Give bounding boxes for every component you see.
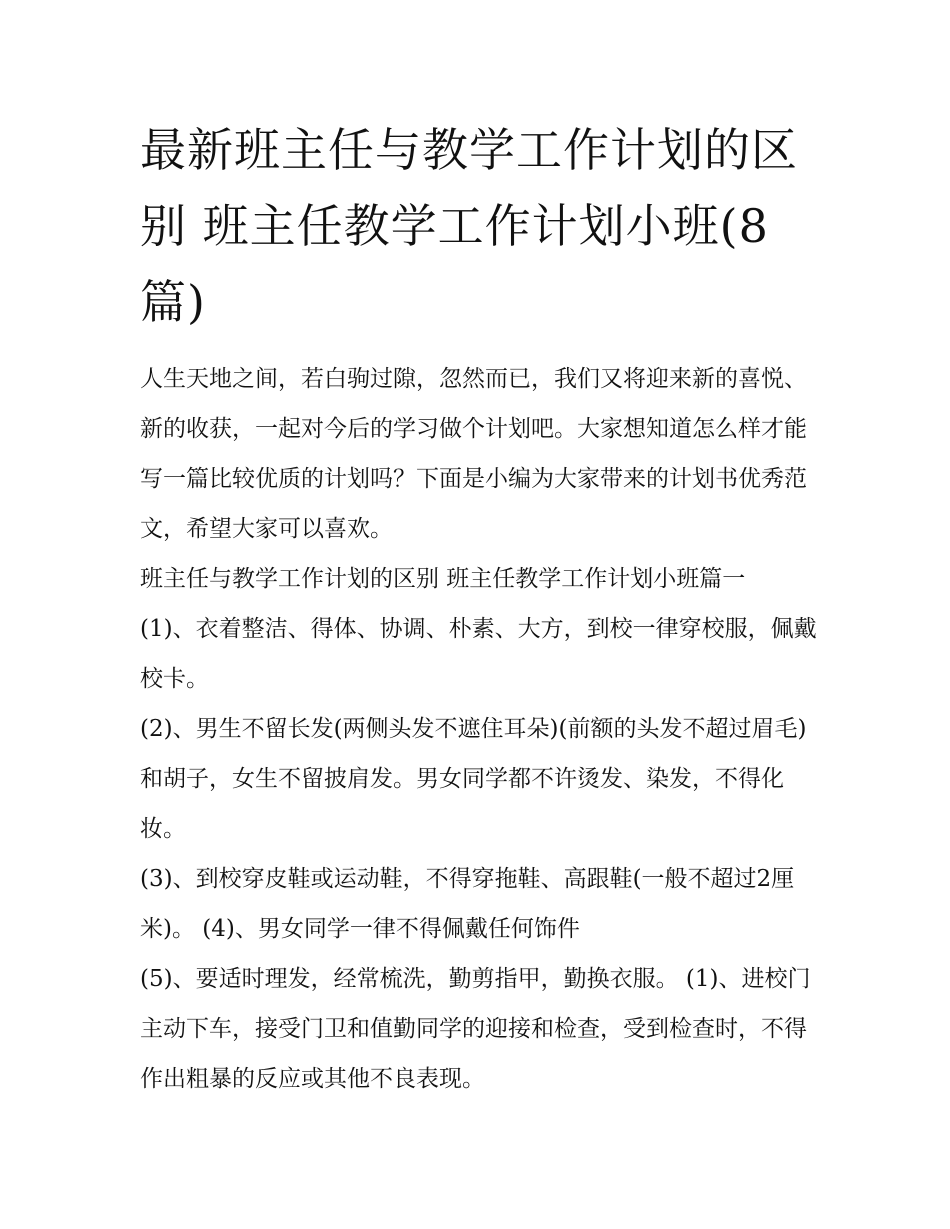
document-title: 最新班主任与教学工作计划的区别 班主任教学工作计划小班(8篇) bbox=[140, 123, 798, 329]
document-page bbox=[140, 112, 820, 1104]
rule-item-5: (5)、要适时理发，经常梳洗，勤剪指甲，勤换衣服。 (1)、进校门主动下车，接受门卫和值勤同学的迎接和检查，受到检查时，不得作出粗暴的反应或其他不良表现。 bbox=[140, 966, 811, 1092]
rule-item-1: (1)、衣着整洁、得体、协调、朴素、大方，到校一律穿校服，佩戴校卡。 bbox=[140, 616, 817, 692]
section-heading: 班主任与教学工作计划的区别 班主任教学工作计划小班篇一 bbox=[140, 566, 746, 592]
intro-paragraph: 人生天地之间，若白驹过隙，忽然而已，我们又将迎来新的喜悦、新的收获，一起对今后的学习做个计划吧。大家想知道怎么样才能写一篇比较优质的计划吗？下面是小编为大家带来的计划书优秀范文，希望大家可以喜欢。 bbox=[140, 366, 807, 542]
rule-item-2: (2)、男生不留长发(两侧头发不遮住耳朵)(前额的头发不超过眉毛)和胡子，女生不留披肩发。男女同学都不许烫发、染发，不得化妆。 bbox=[140, 716, 807, 842]
rule-item-3-4: (3)、到校穿皮鞋或运动鞋，不得穿拖鞋、高跟鞋(一般不超过2厘米)。 (4)、男女同学一律不得佩戴任何饰件 bbox=[140, 866, 795, 942]
